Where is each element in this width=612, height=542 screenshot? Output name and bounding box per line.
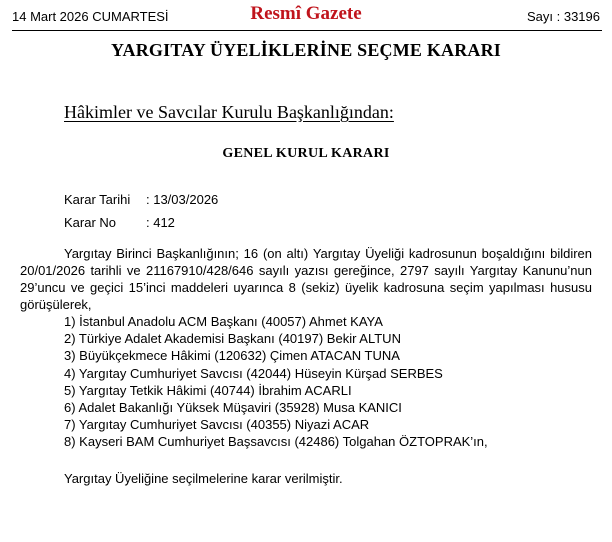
header-date: 14 Mart 2026 CUMARTESİ (12, 9, 169, 24)
member-item: 2) Türkiye Adalet Akademisi Başkanı (40197) Bekir ALTUN (64, 331, 401, 347)
member-item: 1) İstanbul Anadolu ACM Başkanı (40057) Ahmet KAYA (64, 314, 383, 329)
closing-statement: Yargıtay Üyeliğine seçilmelerine karar verilmiştir. (64, 471, 343, 486)
gazette-name: Resmî Gazete (250, 3, 362, 24)
member-item: 6) Adalet Bakanlığı Yüksek Müşaviri (35928) Musa KANICI (64, 400, 402, 416)
decision-date-row (64, 192, 218, 207)
decision-no-label: Karar No (64, 215, 117, 230)
member-item: 7) Yargıtay Cumhuriyet Savcısı (40355) Niyazi ACAR (64, 417, 370, 433)
member-item: 3) Büyükçekmece Hâkimi (120632) Çimen ATACAN TUNA (64, 348, 400, 364)
document-title: YARGITAY ÜYELİKLERİNE SEÇME KARARI (110, 40, 502, 60)
decision-body: Yargıtay Birinci Başkanlığının; 16 (on altı) Yargıtay Üyeliği kadrosunun boşaldığını bildiren 20/01/2026 tarihli ve 21167910/428/646 sayılı yazısı gereğince, 2797 sayılı Yargıtay Kanunu’nun 29’uncu ve geçici 15’inci maddeleri uyarınca 8 (sekiz) üyelik kadrosuna seçim yapılması hususu görüşülerek, (20, 246, 592, 312)
member-item: 8) Kayseri BAM Cumhuriyet Başsavcısı (42486) Tolgahan ÖZTOPRAK’ın, (64, 434, 488, 450)
header-divider (12, 30, 602, 31)
decision-no-value: : 412 (146, 215, 175, 230)
decision-date-label: Karar Tarihi (64, 192, 131, 207)
elected-members-list (64, 313, 488, 451)
decision-date-value: : 13/03/2026 (146, 192, 219, 207)
decision-heading: GENEL KURUL KARARI (222, 146, 390, 161)
decision-no-row (64, 215, 175, 230)
member-item: 5) Yargıtay Tetkik Hâkimi (40744) İbrahim ACARLI (64, 382, 352, 398)
issue-number: Sayı : 33196 (527, 9, 600, 24)
issuing-authority: Hâkimler ve Savcılar Kurulu Başkanlığından: (64, 102, 394, 122)
member-item: 4) Yargıtay Cumhuriyet Savcısı (42044) Hüseyin Kürşad SERBES (64, 365, 443, 381)
